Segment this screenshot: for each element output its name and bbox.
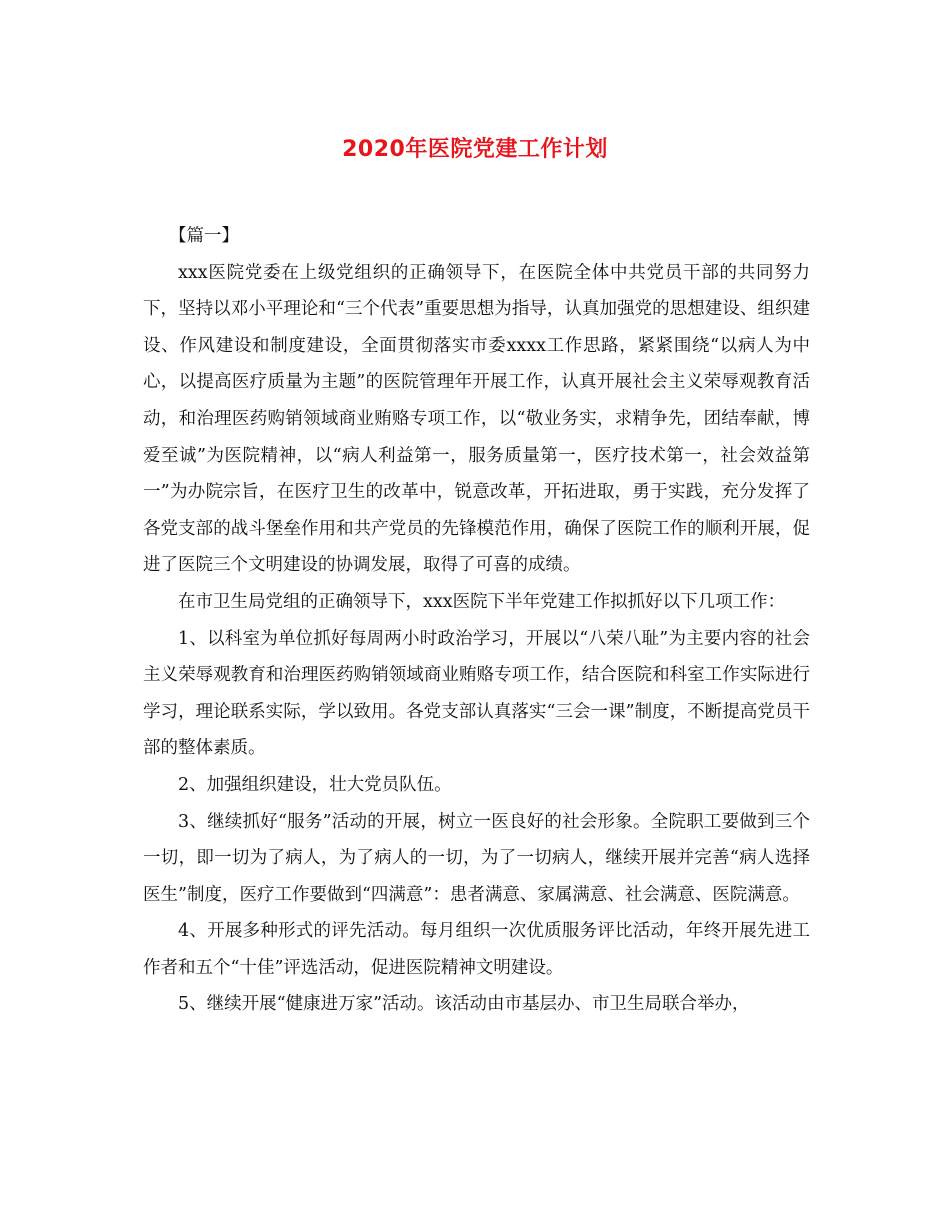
paragraph-intro: xxx医院党委在上级党组织的正确领导下，在医院全体中共党员干部的共同努力下，坚持以邓小平理论和“三个代表”重要思想为指导，认真加强党的思想建设、组织建设、作风建设和制度建设，全面贯彻落实市委xxxx工作思路，紧紧围绕“以病人为中心，以提高医疗质量为主题”的医院管理年开展工作，认真开展社会主义荣辱观教育活动，和治理医药购销领域商业贿赂专项工作，以“敬业务实，求精争先，团结奉献，博爱至诚”为医院精神，以“病人利益第一，服务质量第一，医疗技术第一，社会效益第一”为办院宗旨，在医疗卫生的改革中，锐意改革，开拓进取，勇于实践，充分发挥了各党支部的战斗堡垒作用和共产党员的先锋模范作用，确保了医院工作的顺利开展，促进了医院三个文明建设的协调发展，取得了可喜的成绩。 xyxy=(143,262,810,576)
paragraph-item-4: 4、开展多种形式的评先活动。每月组织一次优质服务评比活动，年终开展先进工作者和五个“十佳”评选活动，促进医院精神文明建设。 xyxy=(143,921,810,978)
section-heading: 【篇一】 xyxy=(169,226,239,246)
paragraph-item-5: 5、继续开展“健康进万家”活动。该活动由市基层办、市卫生局联合举办， xyxy=(178,994,750,1015)
paragraph-item-1: 1、以科室为单位抓好每周两小时政治学习，开展以“八荣八耻”为主要内容的社会主义荣辱观教育和治理医药购销领域商业贿赂专项工作，结合医院和科室工作实际进行学习，理论联系实际，学以致用。各党支部认真落实“三会一课”制度，不断提高党员干部的整体素质。 xyxy=(143,628,810,759)
paragraph-plan-lead: 在市卫生局党组的正确领导下，xxx医院下半年党建工作拟抓好以下几项工作： xyxy=(178,591,786,612)
document-title: 2020年医院党建工作计划 xyxy=(342,137,608,162)
paragraph-item-2: 2、加强组织建设，壮大党员队伍。 xyxy=(178,774,452,795)
paragraph-item-3: 3、继续抓好“服务”活动的开展，树立一医良好的社会形象。全院职工要做到三个一切，即一切为了病人，为了病人的一切，为了一切病人，继续开展并完善“病人选择医生”制度，医疗工作要做到“四满意”：患者满意、家属满意、社会满意、医院满意。 xyxy=(143,811,810,905)
document-body xyxy=(143,218,810,1023)
